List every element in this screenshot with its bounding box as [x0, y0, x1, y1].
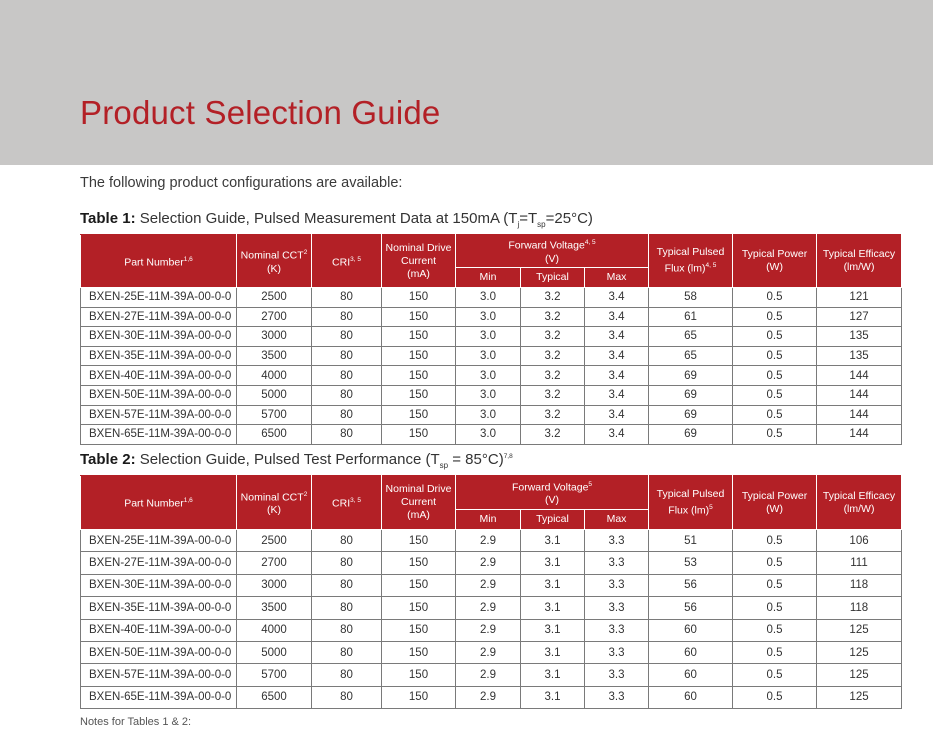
cell-typical-efficacy: 118 [817, 574, 902, 596]
cell-fv-typical: 3.1 [521, 552, 585, 574]
cell-drive-current: 150 [382, 405, 456, 425]
header-typical: Typical [521, 510, 585, 530]
header-min: Min [456, 268, 521, 288]
header-part-number: Part Number$^{1,6}$ [81, 476, 237, 530]
cell-fv-typical: 3.2 [521, 385, 585, 405]
table-row [81, 405, 902, 425]
cell-nominal-cct: 6500 [237, 425, 312, 445]
cell-nominal-cct: 2700 [237, 307, 312, 327]
cell-fv-min: 3.0 [456, 307, 521, 327]
cell-nominal-cct: 5000 [237, 641, 312, 663]
header-max: Max [585, 510, 649, 530]
cell-pulsed-flux: 69 [649, 385, 733, 405]
cell-cri: 80 [312, 686, 382, 708]
cell-part-number: BXEN-57E-11M-39A-00-0-0 [81, 405, 237, 425]
table2-caption-label: Table 2: [80, 451, 136, 468]
cell-nominal-cct: 4000 [237, 619, 312, 641]
cell-drive-current: 150 [382, 641, 456, 663]
cell-pulsed-flux: 53 [649, 552, 733, 574]
cell-fv-min: 3.0 [456, 327, 521, 347]
cell-typical-efficacy: 118 [817, 597, 902, 619]
cell-drive-current: 150 [382, 530, 456, 552]
cell-typical-efficacy: 125 [817, 641, 902, 663]
cell-fv-min: 3.0 [456, 366, 521, 386]
cell-fv-max: 3.4 [585, 366, 649, 386]
cell-nominal-cct: 2500 [237, 288, 312, 308]
cell-typical-power: 0.5 [733, 346, 817, 366]
cell-typical-efficacy: 144 [817, 366, 902, 386]
header-typical: Typical [521, 268, 585, 288]
cell-fv-typical: 3.1 [521, 530, 585, 552]
table1-caption-label: Table 1: [80, 210, 136, 227]
cell-fv-max: 3.4 [585, 425, 649, 445]
cell-typical-power: 0.5 [733, 641, 817, 663]
cell-typical-efficacy: 135 [817, 346, 902, 366]
cell-pulsed-flux: 60 [649, 664, 733, 686]
cell-fv-min: 3.0 [456, 405, 521, 425]
cell-fv-min: 2.9 [456, 597, 521, 619]
cell-fv-min: 2.9 [456, 619, 521, 641]
cell-pulsed-flux: 56 [649, 574, 733, 596]
cell-fv-typical: 3.2 [521, 327, 585, 347]
header-part-number: Part Number$^{1,6}$ [81, 235, 237, 288]
cell-fv-max: 3.3 [585, 552, 649, 574]
cell-part-number: BXEN-57E-11M-39A-00-0-0 [81, 664, 237, 686]
cell-fv-min: 2.9 [456, 664, 521, 686]
table1-body [81, 288, 902, 445]
cell-cri: 80 [312, 327, 382, 347]
cell-typical-efficacy: 106 [817, 530, 902, 552]
cell-fv-typical: 3.1 [521, 574, 585, 596]
cell-pulsed-flux: 58 [649, 288, 733, 308]
cell-fv-min: 2.9 [456, 552, 521, 574]
cell-fv-typical: 3.2 [521, 425, 585, 445]
cell-fv-min: 3.0 [456, 346, 521, 366]
cell-drive-current: 150 [382, 346, 456, 366]
cell-fv-max: 3.4 [585, 307, 649, 327]
cell-fv-typical: 3.1 [521, 597, 585, 619]
cell-fv-typical: 3.1 [521, 686, 585, 708]
cell-cri: 80 [312, 552, 382, 574]
header-min: Min [456, 510, 521, 530]
cell-pulsed-flux: 60 [649, 641, 733, 663]
header-drive-current: Nominal Drive Current (mA) [382, 476, 456, 530]
cell-fv-max: 3.4 [585, 385, 649, 405]
table-row [81, 641, 902, 663]
page-title: Product Selection Guide [80, 94, 441, 131]
cell-typical-power: 0.5 [733, 619, 817, 641]
table-row [81, 327, 902, 347]
cell-typical-efficacy: 125 [817, 619, 902, 641]
cell-part-number: BXEN-50E-11M-39A-00-0-0 [81, 641, 237, 663]
cell-pulsed-flux: 61 [649, 307, 733, 327]
header-pulsed-flux: Typical Pulsed Flux (lm)$^5$ [649, 476, 733, 530]
cell-part-number: BXEN-27E-11M-39A-00-0-0 [81, 307, 237, 327]
cell-nominal-cct: 3000 [237, 574, 312, 596]
table-row [81, 574, 902, 596]
cell-fv-typical: 3.1 [521, 619, 585, 641]
cell-pulsed-flux: 60 [649, 619, 733, 641]
cell-nominal-cct: 3500 [237, 597, 312, 619]
cell-part-number: BXEN-30E-11M-39A-00-0-0 [81, 327, 237, 347]
cell-fv-typical: 3.2 [521, 405, 585, 425]
cell-fv-max: 3.3 [585, 686, 649, 708]
table1-caption: Table 1: Selection Guide, Pulsed Measurement Data at 150mA $(T_j=T_{sp}=25^\circ C)$ [80, 210, 593, 229]
header-typical-power: Typical Power (W) [733, 476, 817, 530]
cell-fv-typical: 3.2 [521, 366, 585, 386]
cell-drive-current: 150 [382, 686, 456, 708]
header-forward-voltage: Forward Voltage$^5$ (V) [456, 476, 649, 510]
cell-nominal-cct: 2500 [237, 530, 312, 552]
cell-typical-power: 0.5 [733, 597, 817, 619]
cell-fv-min: 2.9 [456, 641, 521, 663]
cell-drive-current: 150 [382, 597, 456, 619]
cell-cri: 80 [312, 619, 382, 641]
cell-cri: 80 [312, 288, 382, 308]
cell-cri: 80 [312, 385, 382, 405]
cell-fv-min: 3.0 [456, 425, 521, 445]
cell-part-number: BXEN-50E-11M-39A-00-0-0 [81, 385, 237, 405]
cell-fv-max: 3.4 [585, 288, 649, 308]
cell-pulsed-flux: 65 [649, 327, 733, 347]
cell-pulsed-flux: 51 [649, 530, 733, 552]
table-row [81, 346, 902, 366]
table-row [81, 288, 902, 308]
header-cri: CRI$^{3, 5}$ [312, 235, 382, 288]
cell-typical-power: 0.5 [733, 552, 817, 574]
table-row [81, 385, 902, 405]
cell-cri: 80 [312, 664, 382, 686]
header-typical-efficacy: Typical Efficacy (lm/W) [817, 235, 902, 288]
selection-table-1 [80, 234, 902, 445]
table-row [81, 425, 902, 445]
cell-nominal-cct: 6500 [237, 686, 312, 708]
cell-cri: 80 [312, 366, 382, 386]
cell-typical-efficacy: 144 [817, 385, 902, 405]
cell-nominal-cct: 5700 [237, 405, 312, 425]
cell-fv-max: 3.3 [585, 597, 649, 619]
table-row [81, 307, 902, 327]
header-drive-current: Nominal Drive Current (mA) [382, 235, 456, 288]
table-row [81, 619, 902, 641]
header-nominal-cct: Nominal CCT$^2$ (K) [237, 235, 312, 288]
cell-part-number: BXEN-35E-11M-39A-00-0-0 [81, 346, 237, 366]
cell-nominal-cct: 3500 [237, 346, 312, 366]
cell-fv-max: 3.3 [585, 619, 649, 641]
cell-typical-efficacy: 111 [817, 552, 902, 574]
table-row [81, 530, 902, 552]
intro-text: The following product configurations are available: [80, 175, 403, 191]
cell-pulsed-flux: 69 [649, 366, 733, 386]
cell-fv-max: 3.3 [585, 530, 649, 552]
table-row [81, 664, 902, 686]
header-forward-voltage: Forward Voltage$^{4, 5}$ (V) [456, 235, 649, 268]
cell-drive-current: 150 [382, 366, 456, 386]
cell-cri: 80 [312, 530, 382, 552]
cell-drive-current: 150 [382, 327, 456, 347]
cell-part-number: BXEN-25E-11M-39A-00-0-0 [81, 530, 237, 552]
header-cri: CRI$^{3, 5}$ [312, 476, 382, 530]
cell-part-number: BXEN-27E-11M-39A-00-0-0 [81, 552, 237, 574]
cell-nominal-cct: 2700 [237, 552, 312, 574]
cell-pulsed-flux: 56 [649, 597, 733, 619]
cell-fv-typical: 3.2 [521, 307, 585, 327]
cell-fv-max: 3.4 [585, 327, 649, 347]
cell-drive-current: 150 [382, 385, 456, 405]
cell-pulsed-flux: 60 [649, 686, 733, 708]
cell-typical-power: 0.5 [733, 530, 817, 552]
header-typical-power: Typical Power (W) [733, 235, 817, 288]
cell-drive-current: 150 [382, 619, 456, 641]
cell-fv-max: 3.4 [585, 405, 649, 425]
cell-typical-power: 0.5 [733, 574, 817, 596]
cell-part-number: BXEN-30E-11M-39A-00-0-0 [81, 574, 237, 596]
cell-cri: 80 [312, 574, 382, 596]
cell-typical-power: 0.5 [733, 366, 817, 386]
cell-cri: 80 [312, 405, 382, 425]
cell-part-number: BXEN-65E-11M-39A-00-0-0 [81, 425, 237, 445]
cell-part-number: BXEN-65E-11M-39A-00-0-0 [81, 686, 237, 708]
cell-typical-power: 0.5 [733, 664, 817, 686]
table-row [81, 552, 902, 574]
cell-pulsed-flux: 69 [649, 405, 733, 425]
table-row [81, 366, 902, 386]
cell-cri: 80 [312, 597, 382, 619]
cell-typical-power: 0.5 [733, 425, 817, 445]
cell-drive-current: 150 [382, 288, 456, 308]
header-nominal-cct: Nominal CCT$^2$ (K) [237, 476, 312, 530]
cell-fv-min: 2.9 [456, 530, 521, 552]
cell-typical-power: 0.5 [733, 385, 817, 405]
table2-caption: Table 2: Selection Guide, Pulsed Test Performance $(T_{sp} = 85^\circ C)^{7,8}$ [80, 451, 513, 470]
cell-fv-min: 3.0 [456, 288, 521, 308]
cell-typical-efficacy: 135 [817, 327, 902, 347]
cell-nominal-cct: 3000 [237, 327, 312, 347]
cell-typical-power: 0.5 [733, 288, 817, 308]
cell-fv-max: 3.3 [585, 574, 649, 596]
cell-typical-efficacy: 144 [817, 405, 902, 425]
cell-drive-current: 150 [382, 574, 456, 596]
cell-fv-typical: 3.2 [521, 288, 585, 308]
cell-typical-power: 0.5 [733, 686, 817, 708]
header-typical-efficacy: Typical Efficacy (lm/W) [817, 476, 902, 530]
cell-nominal-cct: 5700 [237, 664, 312, 686]
header-max: Max [585, 268, 649, 288]
cell-drive-current: 150 [382, 307, 456, 327]
notes-label: Notes for Tables 1 & 2: [80, 716, 192, 728]
cell-part-number: BXEN-35E-11M-39A-00-0-0 [81, 597, 237, 619]
cell-typical-efficacy: 144 [817, 425, 902, 445]
cell-part-number: BXEN-40E-11M-39A-00-0-0 [81, 619, 237, 641]
cell-fv-typical: 3.2 [521, 346, 585, 366]
cell-nominal-cct: 4000 [237, 366, 312, 386]
table-row [81, 597, 902, 619]
cell-cri: 80 [312, 425, 382, 445]
cell-fv-max: 3.3 [585, 664, 649, 686]
cell-cri: 80 [312, 307, 382, 327]
cell-part-number: BXEN-40E-11M-39A-00-0-0 [81, 366, 237, 386]
cell-fv-min: 2.9 [456, 574, 521, 596]
table-row [81, 686, 902, 708]
cell-pulsed-flux: 65 [649, 346, 733, 366]
cell-pulsed-flux: 69 [649, 425, 733, 445]
cell-typical-power: 0.5 [733, 327, 817, 347]
cell-nominal-cct: 5000 [237, 385, 312, 405]
selection-table-2 [80, 475, 902, 709]
cell-drive-current: 150 [382, 425, 456, 445]
cell-typical-efficacy: 125 [817, 686, 902, 708]
cell-fv-min: 2.9 [456, 686, 521, 708]
header-band [0, 0, 933, 165]
cell-drive-current: 150 [382, 552, 456, 574]
cell-fv-max: 3.3 [585, 641, 649, 663]
cell-part-number: BXEN-25E-11M-39A-00-0-0 [81, 288, 237, 308]
cell-cri: 80 [312, 641, 382, 663]
cell-fv-min: 3.0 [456, 385, 521, 405]
header-pulsed-flux: Typical Pulsed Flux (lm)$^{4, 5}$ [649, 235, 733, 288]
cell-typical-efficacy: 121 [817, 288, 902, 308]
cell-drive-current: 150 [382, 664, 456, 686]
cell-cri: 80 [312, 346, 382, 366]
cell-typical-efficacy: 125 [817, 664, 902, 686]
cell-fv-typical: 3.1 [521, 664, 585, 686]
cell-typical-power: 0.5 [733, 307, 817, 327]
cell-typical-efficacy: 127 [817, 307, 902, 327]
cell-fv-max: 3.4 [585, 346, 649, 366]
cell-fv-typical: 3.1 [521, 641, 585, 663]
table2-body [81, 530, 902, 709]
cell-typical-power: 0.5 [733, 405, 817, 425]
